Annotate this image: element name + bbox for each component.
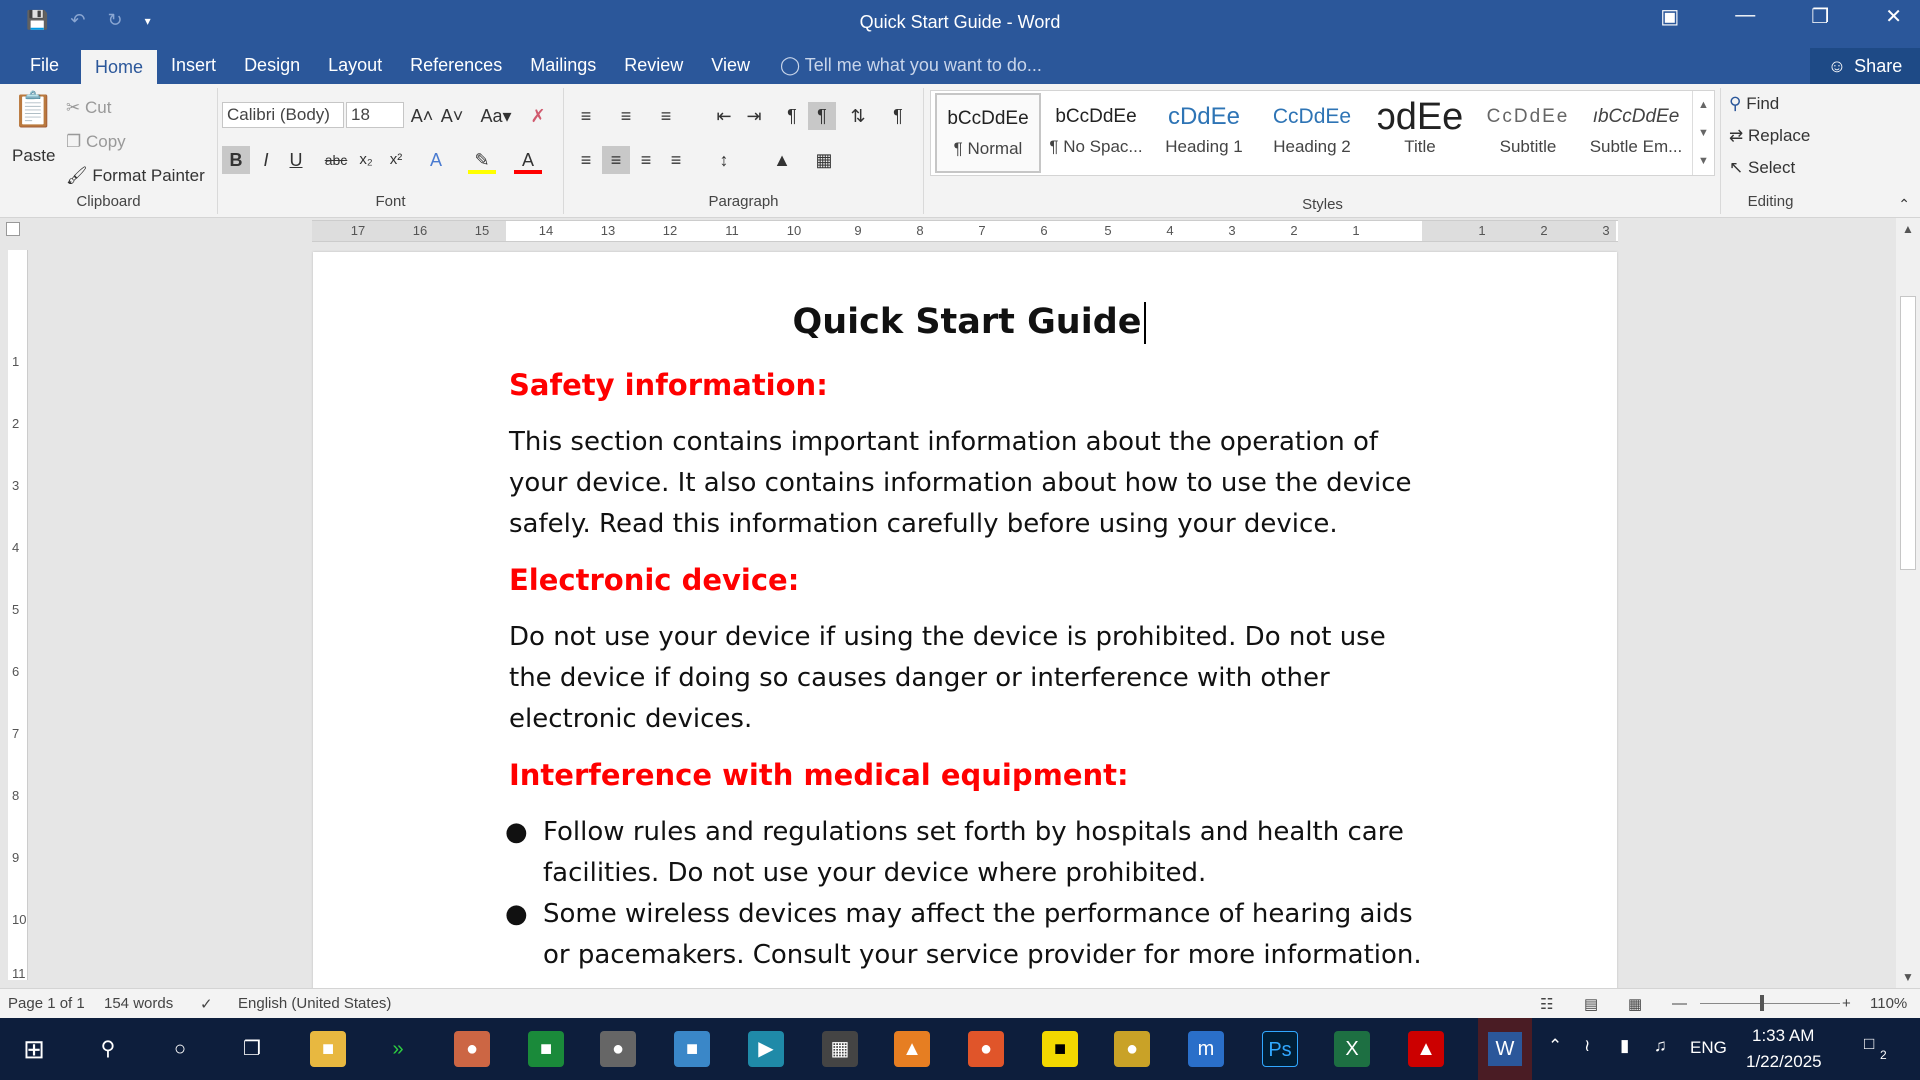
zoom-level[interactable]: 110% <box>1870 995 1908 1012</box>
borders-icon[interactable]: ▦ <box>815 150 833 170</box>
editing-label: Editing <box>1747 193 1794 210</box>
language-indicator[interactable]: English (United States) <box>238 995 392 1012</box>
format-painter-button[interactable]: 🖌 Format Painter <box>66 166 205 185</box>
bullet-icon: ● <box>505 817 528 847</box>
grow-font-icon[interactable]: A˄ <box>410 106 434 126</box>
zoom-slider-handle[interactable] <box>1760 995 1764 1011</box>
cut-button[interactable]: ✂ Cut <box>66 98 112 117</box>
italic-icon[interactable]: I <box>263 150 269 170</box>
tab-file[interactable]: File <box>30 55 60 75</box>
language-tray[interactable]: ENG <box>1690 1038 1727 1057</box>
task-view-icon[interactable]: ❐ <box>243 1038 261 1060</box>
ribbon-tabs <box>0 48 1054 84</box>
paste-icon[interactable]: 📋 <box>12 91 55 129</box>
scroll-up-icon[interactable]: ▲ <box>1902 222 1914 236</box>
app-icon[interactable]: ▲ <box>894 1031 930 1067</box>
app-icon[interactable]: ● <box>454 1031 490 1067</box>
tab-references[interactable]: References <box>410 55 503 75</box>
document-body[interactable] <box>505 302 1429 976</box>
tab-insert[interactable]: Insert <box>171 55 217 75</box>
app-icon[interactable]: m <box>1188 1031 1224 1067</box>
ribbon <box>0 84 1920 218</box>
tab-design[interactable]: Design <box>244 55 301 75</box>
rtl-icon[interactable]: ¶ <box>808 102 836 130</box>
tab-home[interactable]: Home <box>81 50 157 84</box>
section-paragraph[interactable]: This section contains important information about the operation of your device. It also contains information about how to use the device safely. Read this information carefully before using your device. <box>509 427 1412 539</box>
align-left-icon[interactable]: ≡ <box>580 150 592 170</box>
subscript-icon[interactable]: x₂ <box>359 151 373 168</box>
multilevel-list-icon[interactable]: ≡ <box>660 106 672 126</box>
text-cursor <box>1144 302 1146 344</box>
section-paragraph[interactable]: Do not use your device if using the device is prohibited. Do not use the device if doing so causes danger or interference with other electronic devices. <box>509 622 1386 734</box>
styles-gallery <box>930 90 1715 176</box>
line-spacing-icon[interactable]: ↕ <box>719 150 729 170</box>
list-item[interactable]: ● Some wireless devices may affect the performance of hearing aids or pacemakers. Consult your service provider for more information. <box>509 894 1429 976</box>
section-heading[interactable]: Interference with medical equipment: <box>509 758 1129 792</box>
strikethrough-icon[interactable]: abc <box>324 152 348 168</box>
show-marks-icon[interactable]: ¶ <box>893 106 903 126</box>
tab-layout[interactable]: Layout <box>328 55 383 75</box>
styles-scroll-icon[interactable]: ▲ ▼ ▼ <box>1692 91 1714 175</box>
bullets-icon[interactable]: ≡ <box>580 106 592 126</box>
file-explorer-icon[interactable]: ■ <box>310 1031 346 1067</box>
firefox-icon[interactable]: ● <box>968 1031 1004 1067</box>
bullet-list <box>505 812 1429 976</box>
find-button[interactable]: ⚲ Find <box>1729 94 1780 113</box>
font-name-box[interactable]: Calibri (Body) <box>222 102 344 128</box>
superscript-icon[interactable]: x² <box>389 151 403 168</box>
font-size-box[interactable]: 18 <box>346 102 404 128</box>
app-icon[interactable]: ▶ <box>748 1031 784 1067</box>
style-heading-2[interactable]: CcDdEe Heading 2 <box>1272 105 1352 156</box>
app-icon[interactable]: ■ <box>528 1031 564 1067</box>
word-count[interactable]: 154 words <box>104 995 174 1012</box>
tell-me-search[interactable]: ◯ Tell me what you want to do... <box>779 55 1042 75</box>
copy-button[interactable]: ❐ Copy <box>66 132 126 151</box>
ribbon-display-icon[interactable]: ▣ <box>1660 6 1680 28</box>
document-title[interactable]: Quick Start Guide <box>509 302 1429 344</box>
tab-view[interactable]: View <box>711 55 750 75</box>
bold-icon[interactable]: B <box>222 146 250 174</box>
paragraph-group <box>564 88 924 214</box>
close-icon[interactable]: ✕ <box>1885 6 1902 28</box>
search-icon: ⚲ <box>1729 94 1742 113</box>
clipboard-label: Clipboard <box>76 193 141 210</box>
cursor-icon: ↖ <box>1729 158 1744 177</box>
vertical-ruler[interactable]: 1 2 3 4 5 6 7 8 9 10 11 <box>8 250 28 980</box>
ltr-icon[interactable]: ¶ <box>787 106 797 126</box>
window-controls <box>1660 4 1902 29</box>
app-icon[interactable]: ■ <box>674 1031 710 1067</box>
sort-icon[interactable]: ⇅ <box>850 106 866 126</box>
paste-button[interactable]: Paste <box>12 146 56 165</box>
photoshop-icon[interactable]: Ps <box>1262 1031 1298 1067</box>
style-normal[interactable]: bCcDdEe ¶ Normal <box>935 93 1041 173</box>
clear-formatting-icon[interactable]: ✗ <box>530 106 546 126</box>
bullet-icon: ● <box>505 899 528 929</box>
app-icon[interactable]: ● <box>1114 1031 1150 1067</box>
taskbar <box>0 1018 1920 1080</box>
align-center-icon[interactable]: ≡ <box>602 146 630 174</box>
windows-start-icon[interactable]: ⊞ <box>23 1034 45 1064</box>
ruler-margin-right <box>1422 221 1616 241</box>
text-effects-icon[interactable]: A <box>429 150 442 170</box>
proofing-icon[interactable]: ✓ <box>200 996 213 1013</box>
battery-icon[interactable]: ▮ <box>1620 1036 1630 1055</box>
window-title: Quick Start Guide - Word <box>859 12 1061 32</box>
style-subtitle[interactable]: CcDdEe Subtitle <box>1486 106 1570 156</box>
collapse-ribbon-icon[interactable]: ⌃ <box>1898 196 1910 212</box>
tray-expand-icon[interactable]: ⌃ <box>1548 1036 1563 1055</box>
horizontal-ruler[interactable]: 17 16 15 14 13 12 11 10 9 8 7 6 5 4 3 2 1 1 2 3 <box>312 220 1618 242</box>
editing-group <box>1720 88 1820 214</box>
brush-icon: 🖌 <box>66 166 88 185</box>
minimize-icon[interactable]: — <box>1735 4 1756 26</box>
zoom-slider[interactable] <box>1700 1003 1840 1004</box>
title-bar <box>0 0 1920 84</box>
scrollbar-thumb[interactable] <box>1900 296 1916 570</box>
word-taskbar-icon[interactable] <box>1478 1018 1532 1080</box>
acrobat-icon[interactable]: ▲ <box>1408 1031 1444 1067</box>
person-icon: ☺ <box>1827 55 1847 76</box>
tab-selector[interactable] <box>6 222 20 236</box>
increase-indent-icon[interactable]: ⇥ <box>746 106 762 126</box>
cortana-icon[interactable]: ○ <box>173 1038 187 1060</box>
vertical-scrollbar[interactable] <box>1896 218 1920 988</box>
app-icon[interactable]: ● <box>600 1031 636 1067</box>
document-page[interactable] <box>313 252 1617 990</box>
zoom-out-icon[interactable]: — <box>1672 995 1687 1012</box>
shrink-font-icon[interactable]: A˅ <box>440 106 464 126</box>
tab-review[interactable]: Review <box>624 55 684 75</box>
font-color-icon[interactable]: A <box>514 146 542 174</box>
app-arrow-icon[interactable]: » <box>392 1038 404 1060</box>
save-icon[interactable]: 💾 <box>26 10 49 30</box>
calculator-icon[interactable]: ▦ <box>822 1031 858 1067</box>
replace-icon: ⇄ <box>1729 126 1744 145</box>
clock-time[interactable]: 1:33 AM <box>1752 1026 1815 1045</box>
share-button[interactable]: ☺ Share <box>1810 48 1920 84</box>
section-heading[interactable]: Safety information: <box>509 368 828 402</box>
highlight-icon[interactable]: ✎ <box>468 146 496 174</box>
wifi-icon[interactable]: ≀ <box>1584 1036 1591 1055</box>
underline-icon[interactable]: U <box>289 150 303 170</box>
status-bar <box>0 988 1920 1018</box>
styles-label: Styles <box>1302 196 1343 213</box>
customize-icon[interactable]: ▾ <box>144 13 151 28</box>
font-group <box>218 88 564 214</box>
search-icon[interactable]: ⚲ <box>100 1038 116 1060</box>
volume-icon[interactable]: ♫ <box>1654 1036 1667 1055</box>
undo-icon[interactable]: ↶ <box>70 10 86 30</box>
notification-count: 2 <box>1880 1048 1887 1062</box>
lightbulb-icon: ◯ <box>779 55 805 75</box>
style-no-spacing[interactable]: bCcDdEe ¶ No Spac... <box>1049 106 1143 156</box>
read-mode-icon[interactable]: ☷ <box>1540 996 1554 1013</box>
scroll-down-icon[interactable]: ▼ <box>1902 970 1914 984</box>
numbering-icon[interactable]: ≡ <box>620 106 632 126</box>
page-count[interactable]: Page 1 of 1 <box>8 995 85 1012</box>
sticky-notes-icon[interactable]: ■ <box>1042 1031 1078 1067</box>
replace-button[interactable]: ⇄ Replace <box>1729 126 1811 145</box>
style-subtle-emphasis[interactable]: ıbCcDdEe Subtle Em... <box>1589 106 1683 156</box>
restore-icon[interactable]: ❐ <box>1811 6 1830 28</box>
list-item[interactable]: ● Follow rules and regulations set forth by hospitals and health care facilities. Do not use your device where prohibited. <box>509 812 1429 894</box>
decrease-indent-icon[interactable]: ⇤ <box>716 106 732 126</box>
excel-icon[interactable]: X <box>1334 1031 1370 1067</box>
align-right-icon[interactable]: ≡ <box>640 150 652 170</box>
section-heading[interactable]: Electronic device: <box>509 563 800 597</box>
zoom-in-icon[interactable]: + <box>1842 995 1851 1012</box>
tab-mailings[interactable]: Mailings <box>530 55 597 75</box>
style-title[interactable]: ɔdEe Title <box>1376 96 1464 156</box>
shading-icon[interactable]: ▲ <box>773 150 791 170</box>
paragraph-label: Paragraph <box>708 193 779 210</box>
select-button[interactable]: ↖ Select <box>1729 158 1796 177</box>
justify-icon[interactable]: ≡ <box>670 150 682 170</box>
clipboard-group <box>0 88 218 214</box>
change-case-icon[interactable]: Aa▾ <box>480 106 512 126</box>
style-heading-1[interactable]: cDdEe Heading 1 <box>1165 103 1243 156</box>
clock-date[interactable]: 1/22/2025 <box>1746 1052 1822 1071</box>
font-label: Font <box>375 193 406 210</box>
print-layout-icon[interactable]: ▤ <box>1584 996 1599 1013</box>
word-icon: W <box>1488 1032 1522 1066</box>
web-layout-icon[interactable]: ▦ <box>1628 996 1643 1013</box>
redo-icon[interactable]: ↻ <box>107 10 123 30</box>
notification-icon[interactable]: □ <box>1864 1034 1875 1053</box>
